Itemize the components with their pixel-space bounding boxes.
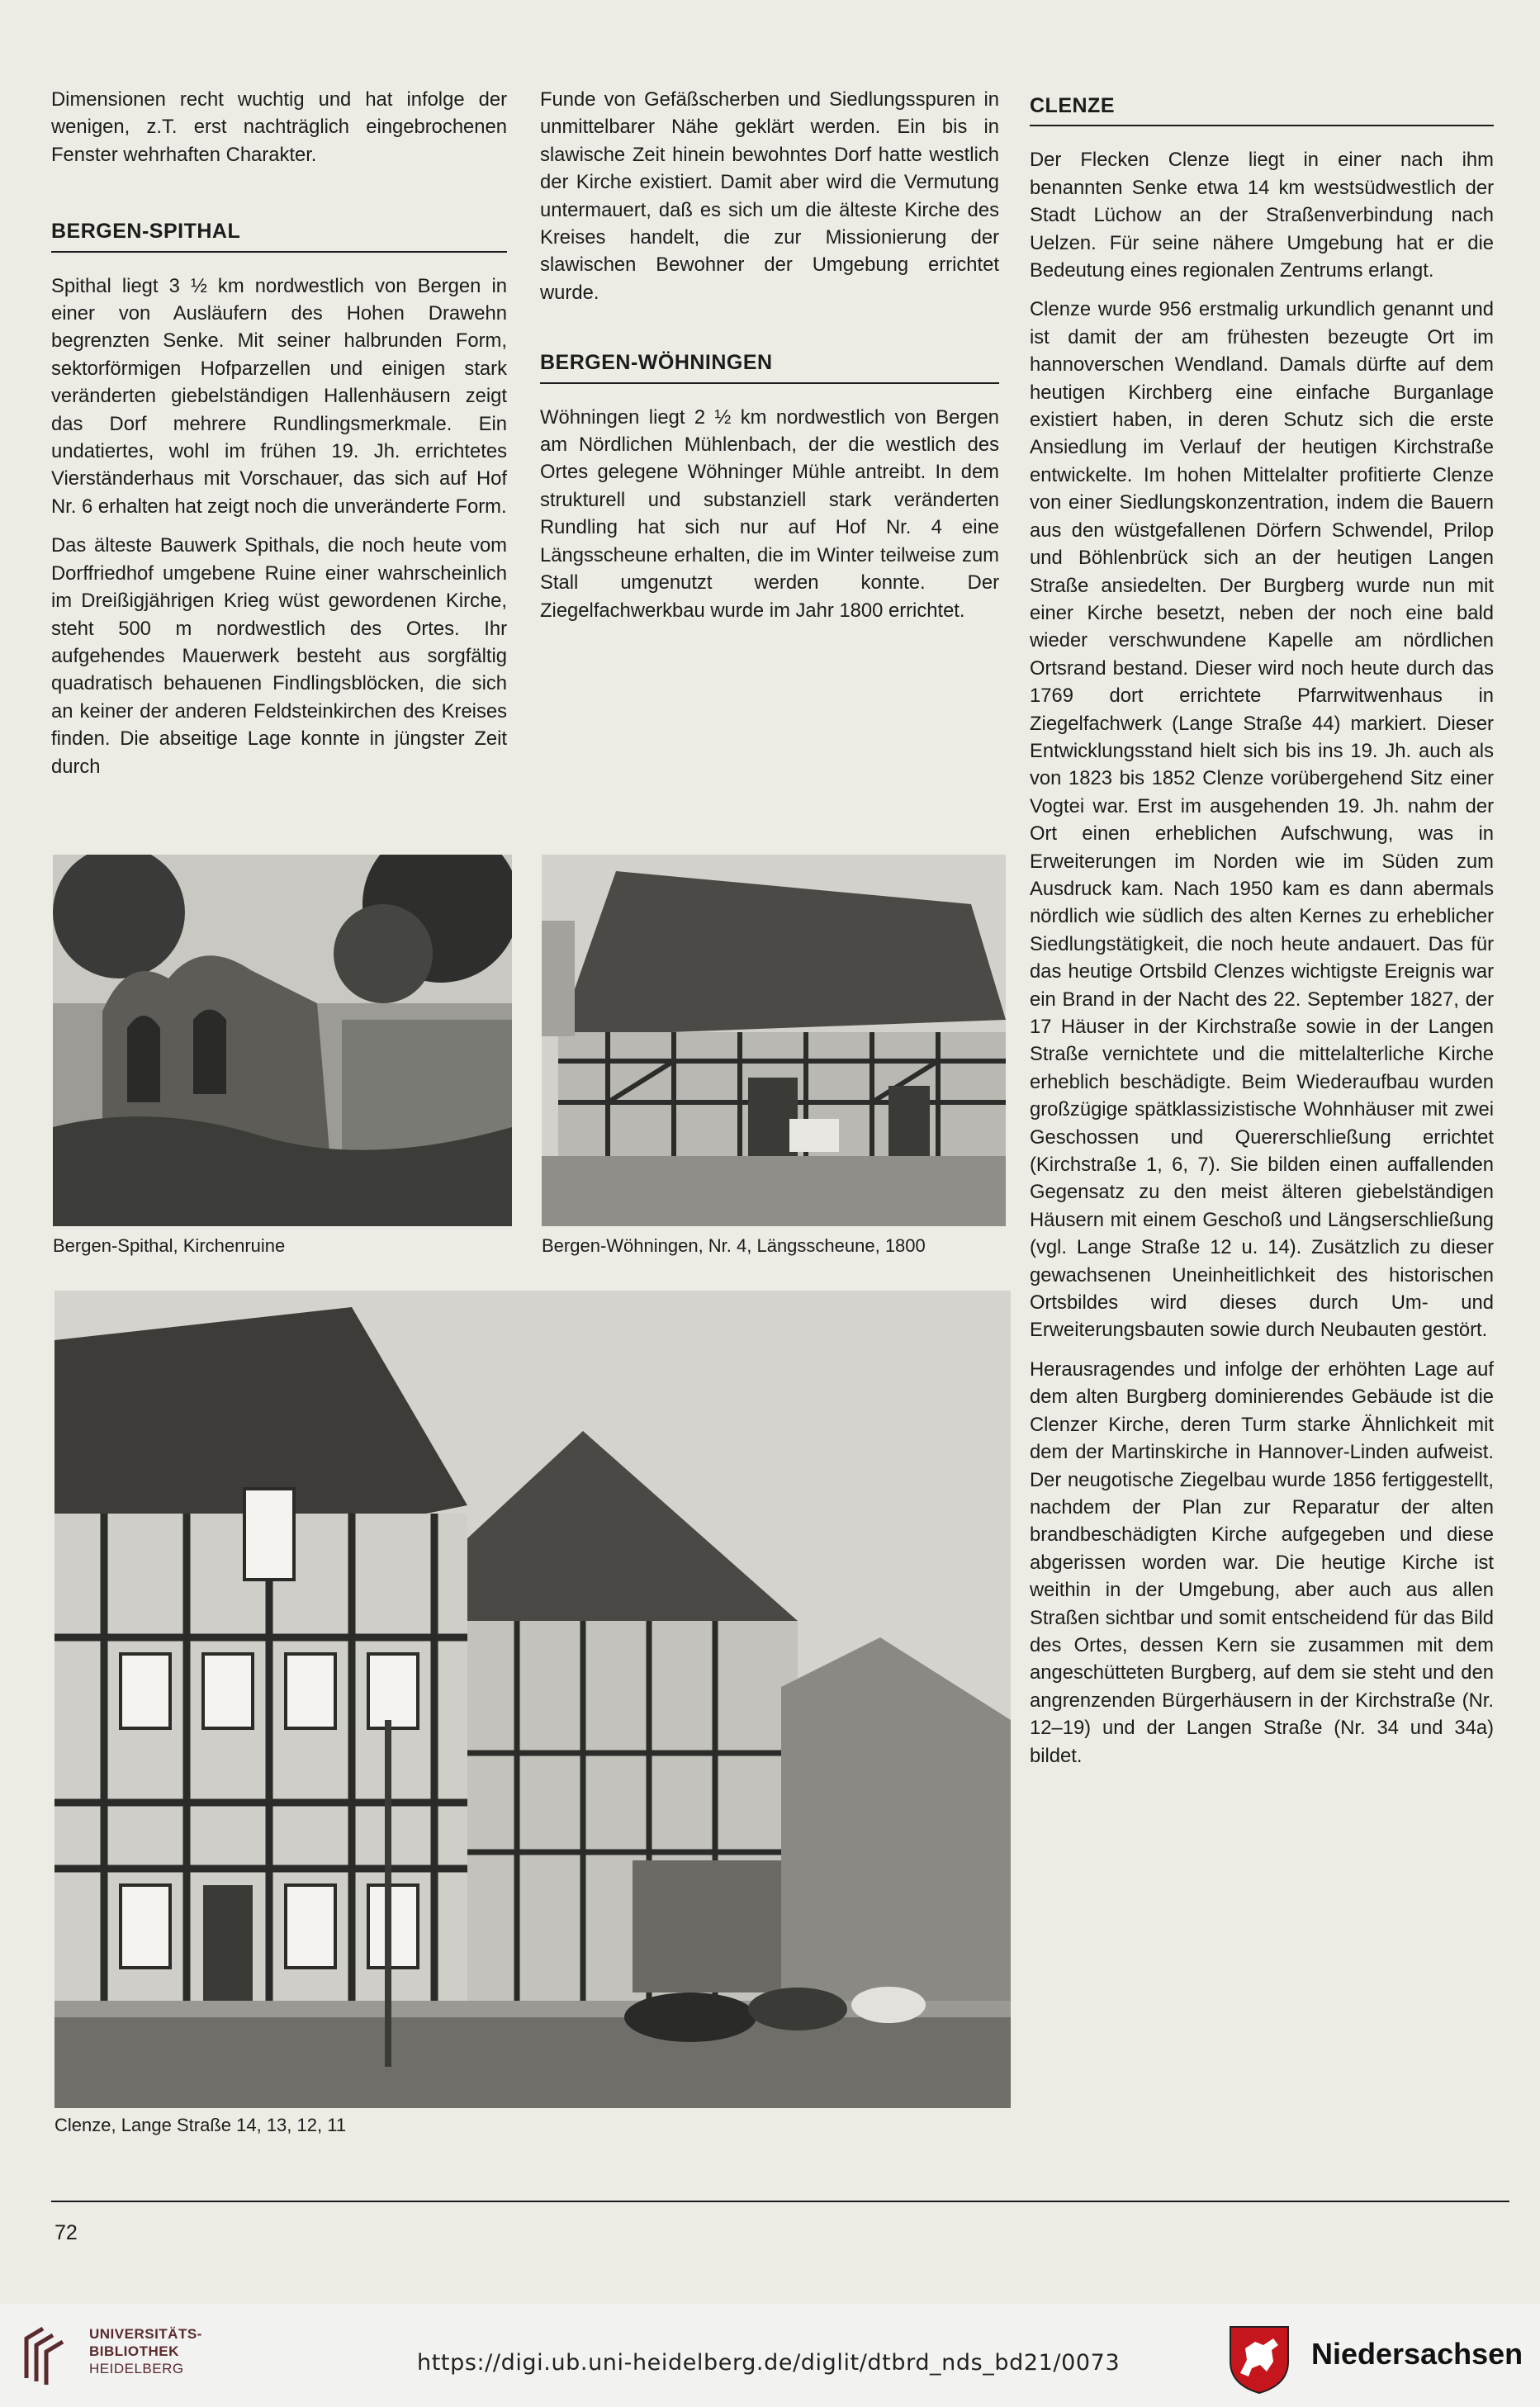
paragraph: Das älteste Bauwerk Spithals, die noch heute vom Dorffriedhof umgebene Ruine einer wahrscheinlich im Dreißigjährigen Krieg wüst gewordenen Kirche, steht 500 m nordwestlich des Ortes. Ihr aufgehendes Mauerwerk besteht aus sorgfältig quadratisch behauenen Findlingsblöcken, die sich an keiner der anderen Feldsteinkirchen des Kreises finden. Die abseitige Lage konnte in jüngster Zeit durch — [51, 534, 507, 778]
footer-rule — [51, 2201, 1509, 2202]
photo-caption: Bergen-Wöhningen, Nr. 4, Längsscheune, 1800 — [542, 1235, 926, 1256]
paragraph: Der Flecken Clenze liegt in einer nach ihm benannten Senke etwa 14 km westsüdwestlich der Stadt Lüchow an der Straßenverbindung nach Uelzen. Für seine nähere Umgebung hat er die Bedeutung eines regionalen Zentrums erlangt. — [1030, 149, 1494, 282]
university-library-logo-icon — [18, 2320, 76, 2386]
paragraph: Herausragendes und infolge der erhöhten Lage auf dem alten Burgberg dominierendes Gebäude ist die Clenzer Kirche, deren Turm starke Ähnlichkeit mit dem der Martinskirche in Hannover-Linden aufweist. Der neugotische Ziegelbau wurde 1856 fertiggestellt, nachdem der Plan zur Reparatur der alten brandbeschädigten Kirche aufgegeben und diese abgerissen worden war. Die heutige Kirche ist weithin in der Umgebung, aber auch aus allen Straßen sichtbar und somit entscheidend für das Bild des Ortes, dessen Kern sie zusammen mit dem angeschütteten Burgberg, auf dem sie steht und den angrenzenden Bürgerhäusern in der Kirchstraße (Nr. 12–19) und der Langen Straße (Nr. 34 und 34a) bildet. — [1030, 1357, 1494, 1767]
column-right — [1030, 86, 1494, 1781]
page-number: 72 — [54, 2221, 78, 2244]
library-name-line: BIBLIOTHEK — [89, 2343, 179, 2359]
section-heading-clenze: CLENZE — [1030, 86, 1494, 126]
photo-caption: Bergen-Spithal, Kirchenruine — [53, 1235, 286, 1256]
paragraph: Wöhningen liegt 2 ½ km nordwestlich von Bergen am Nördlichen Mühlenbach, der die westlich des Ortes gelegene Wöhninger Mühle antreibt. In dem strukturell und substanziell stark veränderten Rundling hat sich nur auf Hof Nr. 4 eine Längsscheune erhalten, die im Winter teilweise zum Stall umgenutzt werden konnte. Der Ziegelfachwerkbau wurde im Jahr 1800 errichtet. — [540, 405, 999, 622]
footer-bar — [0, 2304, 1540, 2407]
university-library-name — [89, 2325, 202, 2377]
paragraph-intro: Funde von Gefäßscherben und Siedlungsspuren in unmittelbarer Nähe geklärt werden. Ein bis in slawische Zeit hinein bewohntes Dorf hatte westlich der Kirche existiert. Damit aber wird die Vermutung untermauert, daß es sich um die älteste Kirche des Kreises handelt, die zur Missionierung der slawischen Bewohner der Umgebung errichtet wurde. — [540, 88, 999, 304]
section-heading-bergen-woehningen: BERGEN-WÖHNINGEN — [540, 343, 999, 383]
photo-clenze-street — [54, 1291, 1011, 2108]
paragraph: Clenze wurde 956 erstmalig urkundlich genannt und ist damit der am frühesten bezeugte Ort im hannoverschen Wendland. Damals dürfte auf dem heutigen Kirchberg eine einfache Burganlage existiert haben, in deren Schutz sich die erste Ansiedlung im Verlauf der heutigen Kirchstraße entwickelte. Im hohen Mittelalter profitierte Clenze von einer Siedlungskonzentration, indem die Bauern aus den wüstgefallenen Dörfern Schwendel, Prilop und Böhlenbrück sich an der heutigen Langen Straße ansiedelten. Der Burgberg wurde nun mit einer Kirche besetzt, neben der noch eine bald wieder verschwundene Kapelle am nördlichen Ortsrand bestand. Dieser wird noch heute durch das 1769 dort errichtete Pfarrwitwenhaus in Ziegelfachwerk (Lange Straße 44) markiert. Dieser Entwicklungsstand hielt sich bis ins 19. Jh. auch als von 1823 bis 1852 Clenze vorübergehend Sitz einer Vogtei war. Erst im ausgehenden 19. Jh. nahm der Ort einen erheblichen Aufschwung, was in Erweiterungen im Norden wie im Süden zum Ausdruck kam. Nach 1950 kam es dann abermals nördlich wie südlich des alten Kernes zu erheblicher Siedlungstätigkeit, die noch heute andauert. Das für das heutige Ortsbild Clenzes wichtigste Ereignis war ein Brand in der Nacht des 22. September 1827, der 17 Häuser in der Kirchstraße sowie in der Langen Straße vernichtete und die mittelalterliche Kirche erheblich beschädigte. Beim Wiederaufbau wurden großzügige spätklassizistische Wohnhäuser mit zwei Geschossen und Quererschließung errichtet (Kirchstraße 1, 6, 7). Sie bilden einen auffallenden Gegensatz zu den meist älteren giebelständigen Häusern mit einem Geschoß und Längserschließung (vgl. Lange Straße 12 u. 14). Zusätzlich zu dieser gewachsenen Uneinheitlichkeit des historischen Ortsbildes wird dieses durch Um- und Erweiterungsbauten sowie durch Neubauten gestört. — [1030, 298, 1494, 1342]
permalink-url[interactable]: https://digi.ub.uni-heidelberg.de/diglit/dtbrd_nds_bd21/0073 — [417, 2350, 1121, 2376]
paragraph: Spithal liegt 3 ½ km nordwestlich von Bergen in einer von Ausläufern des Hohen Drawehn begrenzten Senke. Mit seiner halbrunden Form, sektorförmigen Hofparzellen und einigen stark veränderten giebelständigen Hallenhäusern zeigt das Dorf mehrere Rundlingsmerkmale. Ein undatiertes, wohl im frühen 19. Jh. errichtetes Vierständerhaus mit Vorschauer, das sich auf Hof Nr. 6 erhalten hat zeigt noch die unveränderte Form. — [51, 274, 507, 518]
column-middle — [540, 86, 999, 636]
library-name-line: HEIDELBERG — [89, 2361, 184, 2376]
paragraph-intro: Dimensionen recht wuchtig und hat infolge der wenigen, z.T. erst nachträglich eingebrochenen Fenster wehrhaften Charakter. — [51, 88, 507, 166]
photo-caption: Clenze, Lange Straße 14, 13, 12, 11 — [54, 2115, 347, 2135]
section-heading-bergen-spithal: BERGEN-SPITHAL — [51, 211, 507, 252]
photo-church-ruin — [53, 855, 512, 1226]
library-name-line: UNIVERSITÄTS- — [89, 2326, 202, 2342]
niedersachsen-horse-crest-icon — [1227, 2324, 1291, 2395]
photo-barn — [542, 855, 1006, 1226]
column-left — [51, 86, 507, 792]
state-name: Niedersachsen — [1311, 2337, 1523, 2371]
